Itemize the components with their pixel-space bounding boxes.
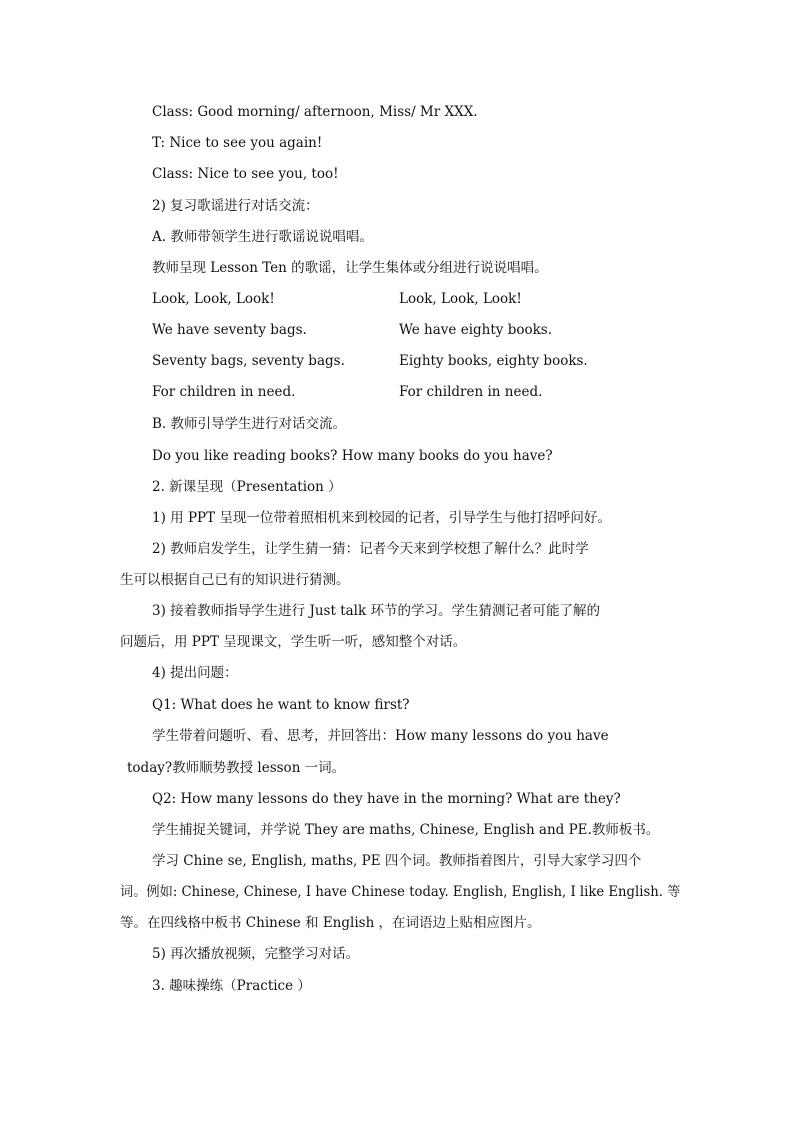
song-left-line: Look, Look, Look! [152,291,275,307]
text-line: 4) 提出问题： [152,665,238,681]
text-line: Class: Good morning/ afternoon, Miss/ Mr XXX. [152,104,478,120]
text-line: 生可以根据自己已有的知识进行猜测。 [120,572,350,588]
text-line: 等。在四线格中板书 Chinese 和 English ，在词语边上贴相应图片。 [120,915,541,931]
section-heading: 2. 新课呈现（Presentation ） [152,479,342,495]
section-heading: 3. 趣味操练（Practice ） [152,978,311,994]
text-line: 1) 用 PPT 呈现一位带着照相机来到校园的记者，引导学生与他打招呼问好。 [152,510,611,526]
text-line: Q1: What does he want to know first? [152,697,410,713]
song-right-line: Look, Look, Look! [399,291,522,307]
text-line: 学习 Chine se, English, maths, PE 四个词。教师指着图片，引导大家学习四个 [152,853,642,869]
text-line: A. 教师带领学生进行歌谣说说唱唱。 [152,229,373,245]
text-line: 5) 再次播放视频，完整学习对话。 [152,946,360,962]
text-line: B. 教师引导学生进行对话交流。 [152,416,347,432]
section-heading: 2) 复习歌谣进行对话交流： [152,198,319,214]
song-right-line: Eighty books, eighty books. [399,353,588,369]
text-line: 学生带着问题听、看、思考，并回答出：How many lessons do you have [152,728,609,744]
text-line: T: Nice to see you again! [152,135,323,151]
text-line: Do you like reading books? How many books do you have? [152,448,553,464]
song-left-line: We have seventy bags. [152,322,307,338]
song-right-line: We have eighty books. [399,322,552,338]
text-line: today?教师顺势教授 lesson 一词。 [127,760,346,776]
text-line: 2) 教师启发学生，让学生猜一猜：记者今天来到学校想了解什么？此时学 [152,541,589,557]
text-line: 3) 接着教师指导学生进行 Just talk 环节的学习。学生猜测记者可能了解的 [152,603,600,619]
text-line: Q2: How many lessons do they have in the morning? What are they? [152,791,621,807]
text-line: 问题后，用 PPT 呈现课文，学生听一听，感知整个对话。 [120,634,467,650]
song-left-line: For children in need. [152,384,296,400]
song-right-line: For children in need. [399,384,543,400]
text-line: 词。例如: Chinese, Chinese, I have Chinese today. English, English, I like English. 等 [120,884,681,900]
song-left-line: Seventy bags, seventy bags. [152,353,345,369]
text-line: 学生捕捉关键词，并学说 They are maths, Chinese, English and PE.教师板书。 [152,822,660,838]
text-line: 教师呈现 Lesson Ten 的歌谣，让学生集体或分组进行说说唱唱。 [152,260,548,276]
text-line: Class: Nice to see you, too! [152,166,339,182]
